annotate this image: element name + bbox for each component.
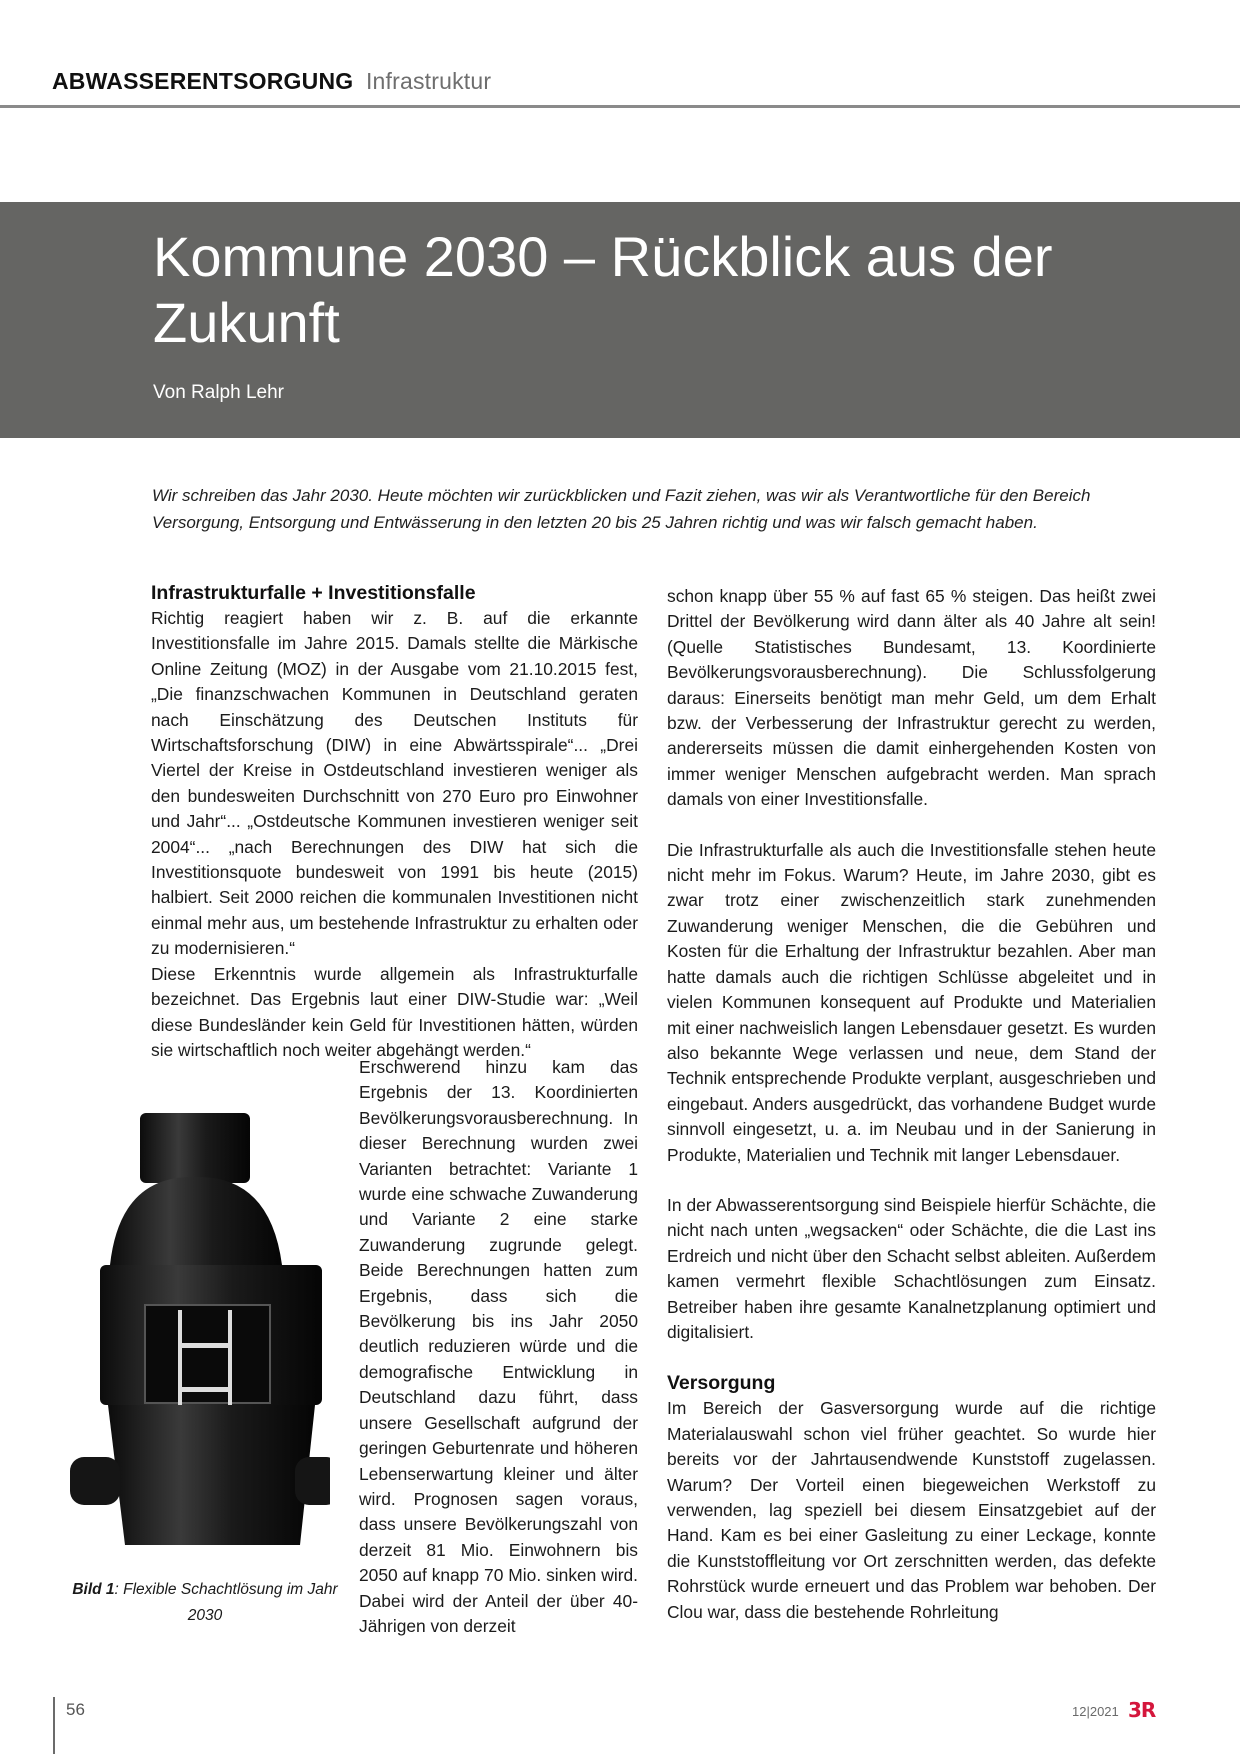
- column-right: [667, 584, 1156, 1625]
- running-header: [52, 68, 491, 95]
- paragraph: schon knapp über 55 % auf fast 65 % steigen. Das heißt zwei Drittel der Bevölkerung wird dann älter als 40 Jahre alt sein! (Quelle Statistisches Bundesamt, 13. Koordinierte Bevölkerungsvorausberechnung). Die Schlussfolgerung daraus: Einerseits benötigt man mehr Geld, um dem Erhalt bzw. der Verbesserung der Infrastruktur gerecht zu werden, andererseits müssen die damit einhergehenden Kosten von immer weniger Menschen aufgebracht werden. Man sprach damals von einer Investitionsfalle.: [667, 586, 1156, 810]
- article-author: Von Ralph Lehr: [153, 382, 284, 403]
- paragraph: Erschwerend hinzu kam das Ergebnis der 13. Koordinierten Bevölkerungsvorausberechnung. In dieser Berechnung wurden zwei Varianten betrachtet: Variante 1 wurde eine schwache Zuwanderung und Variante 2 eine starke Zuwanderung zugrunde gelegt. Beide Berechnungen hatten zum Ergebnis, dass sich die Bevölkerung bis ins Jahr 2050 deutlich reduzieren würde und die demografische Entwicklung in Deutschland dazu führt, dass unsere Gesellschaft aufgrund der geringen Geburtenrate und höheren Lebenserwartung kleiner und älter wird. Prognosen sagen voraus, dass unsere Bevölkerungszahl von derzeit 81 Mio. Einwohnern bis 2050 auf knapp 70 Mio. sinken wird. Dabei wird der Anteil der über 40-Jährigen von derzeit: [359, 1057, 638, 1636]
- column-left-top: [151, 580, 638, 1063]
- article-title: Kommune 2030 – Rückblick aus der Zukunft: [153, 225, 1053, 354]
- paragraph: In der Abwasserentsorgung sind Beispiele hierfür Schächte, die nicht nach unten „wegsacken“ oder Schächte, die die Last ins Erdreich und nicht über den Schacht selbst ableiten. Außerdem kamen vermehrt flexible Schachtlösungen zum Einsatz. Betreiber haben ihre gesamte Kanalnetzplanung optimiert und digitalisiert.: [667, 1194, 1156, 1342]
- header-rule: [0, 105, 1240, 108]
- manhole-shaft-icon: [60, 1105, 330, 1550]
- section-heading-versorgung: Versorgung: [667, 1372, 776, 1395]
- article-lead: Wir schreiben das Jahr 2030. Heute möchten wir zurückblicken und Fazit ziehen, was wir als Verantwortliche für den Bereich Versorgung, Entsorgung und Entwässerung in den letzten 20 bis 25 Jahren richtig und was wir falsch gemacht haben.: [152, 486, 1091, 532]
- paragraph: Richtig reagiert haben wir z. B. auf die erkannte Investitionsfalle im Jahre 2015. Damals stellte die Märkische Online Zeitung (MOZ) in der Ausgabe vom 21.10.2015 fest, „Die finanzschwachen Kommunen in Deutschland geraten nach Einschätzung des Deutschen Instituts für Wirtschaftsforschung (DIW) in eine Abwärtsspirale“... „Drei Viertel der Kreise in Ostdeutschland investieren weniger als den bundesweiten Durchschnitt von 270 Euro pro Einwohner und Jahr“... „Ostdeutsche Kommunen investieren weniger seit 2004“... „nach Berechnungen des DIW hat sich die Investitionsquote bundesweit von 1991 bis heute (2015) halbiert. Seit 2000 reichen die kommunalen Investitionen nicht einmal mehr aus, um bestehende Infrastruktur zu erhalten oder zu modernisieren.“: [151, 608, 638, 959]
- column-left-wrap: [359, 1055, 638, 1639]
- issue-label: 12|2021: [1072, 1704, 1119, 1719]
- page-number: 56: [66, 1700, 85, 1719]
- figure-caption-text: : Flexible Schachtlösung im Jahr 2030: [114, 1581, 338, 1624]
- section-heading-infrastrukturfalle: Infrastrukturfalle + Investitionsfalle: [151, 582, 476, 604]
- paragraph: Im Bereich der Gasversorgung wurde auf die richtige Materialauswahl schon viel früher geachtet. So wurde hier bereits vor der Jahrtausendwende Kunststoff zugelassen. Warum? Der Vorteil einen biegeweichen Werkstoff zu verwenden, lag speziell bei diesem Einsatzgebiet auf der Hand. Kam es bei einer Gasleitung zu einer Leckage, konnte die Kunststoffleitung vor Ort zerschnitten werden, das defekte Rohrstück wurde erneuert und das Problem war behoben. Der Clou war, dass die bestehende Rohrleitung: [667, 1398, 1156, 1622]
- figure-caption: [60, 1577, 350, 1629]
- figure-manhole-image: [60, 1105, 330, 1550]
- subsection-label: Infrastruktur: [365, 68, 492, 94]
- footer-rule: [53, 1697, 55, 1754]
- paragraph: Diese Erkenntnis wurde allgemein als Infrastrukturfalle bezeichnet. Das Ergebnis laut einer DIW-Studie war: „Weil diese Bundesländer kein Geld für Investitionen hätten, würden sie wirtschaftlich noch weiter abgehängt werden.“: [151, 963, 638, 1060]
- section-label: ABWASSERENTSORGUNG: [52, 68, 354, 94]
- title-banner: [0, 202, 1240, 438]
- paragraph: Die Infrastrukturfalle als auch die Investitionsfalle stehen heute nicht mehr im Fokus. Warum? Heute, im Jahre 2030, gibt es zwar trotz einer zwischenzeitlich stark zunehmenden Zuwanderung weniger Menschen, die die Gebühren und Kosten für die Erhaltung der Infrastruktur bezahlen. Aber man hatte damals auch die richtigen Schlüsse abgeleitet und in vielen Kommunen konsequent auf Produkte und Materialien mit einer nachweislich langen Lebensdauer gesetzt. Es wurden also bekannte Wege verlassen und neue, dem Stand der Technik entsprechende Produkte verplant, ausgeschrieben und eingebaut. Anders ausgedrückt, das vorhandene Budget wurde sinnvoll eingesetzt, u. a. im Neubau und in der Sanierung in Produkte, Materialien und Technik mit langer Lebensdauer.: [667, 839, 1156, 1165]
- magazine-logo: 3R: [1128, 1698, 1156, 1722]
- figure-label: Bild 1: [72, 1581, 115, 1598]
